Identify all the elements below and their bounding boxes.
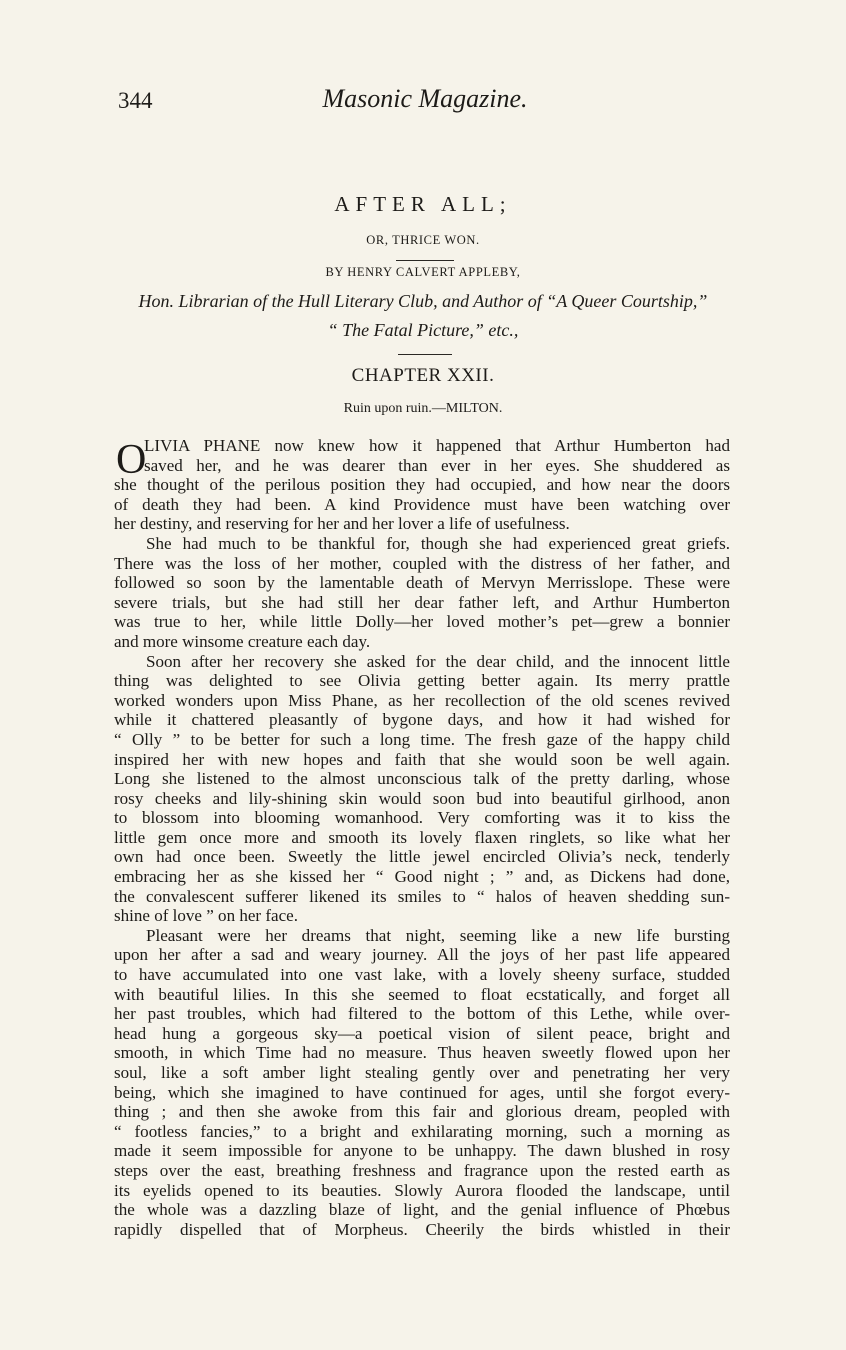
text-line: Pleasant were her dreams that night, seeming like a new life bursting — [146, 925, 730, 945]
text-line: its eyelids opened to its beauties. Slowly Aurora flooded the landscape, until — [114, 1180, 730, 1200]
text-line: being, which she imagined to have continued for ages, until she forgot every- — [114, 1082, 730, 1102]
article-title: AFTER ALL; — [334, 192, 512, 216]
text-line: the convalescent sufferer likened its smiles to “ halos of heaven shedding sun- — [114, 886, 730, 906]
text-line: LIVIA PHANE now knew how it happened that Arthur Humberton had — [144, 436, 730, 455]
running-head: Masonic Magazine. — [322, 84, 528, 113]
text-line: and more winsome creature each day. — [114, 631, 371, 651]
text-line: her past troubles, which had filtered to the bottom of this Lethe, while over- — [114, 1004, 730, 1024]
text-line: shine of love ” on her face. — [114, 906, 298, 926]
text-line: own had once been. Sweetly the little jewel encircled Olivia’s neck, tenderly — [114, 847, 730, 867]
text-line: She had much to be thankful for, though she had experienced great griefs. — [146, 533, 730, 553]
author-affiliation-continued: “ The Fatal Picture,” etc., — [327, 320, 519, 340]
text-line: while it chattered pleasantly of bygone days, and how it had wished for — [114, 710, 730, 730]
text-line: her destiny, and reserving for her and her lover a life of usefulness. — [114, 514, 570, 534]
text-line: with beautiful lilies. In this she seemed to float ecstatically, and forget all — [114, 984, 730, 1004]
text-line: Long she listened to the almost unconscious talk of the pretty darling, whose — [114, 769, 730, 789]
text-line: inspired her with new hopes and faith that she would soon be well again. — [114, 749, 730, 769]
text-line: to blossom into blooming womanhood. Very comforting was it to kiss the — [114, 808, 730, 828]
drop-cap: O — [116, 437, 147, 483]
text-line: the whole was a dazzling blaze of light, and the genial influence of Phœbus — [114, 1200, 730, 1220]
text-line: severe trials, but she had still her dear father left, and Arthur Humberton — [114, 592, 730, 612]
author-byline: BY HENRY CALVERT APPLEBY, — [325, 265, 521, 279]
author-affiliation: Hon. Librarian of the Hull Literary Club, and Author of “A Queer Courtship,” — [138, 291, 708, 311]
text-line: head hung a gorgeous sky—a poetical vision of silent peace, bright and — [114, 1023, 730, 1043]
chapter-divider — [398, 354, 452, 355]
text-line: embracing her as she kissed her “ Good night ; ” and, as Dickens had done, — [114, 867, 730, 887]
text-line: smooth, in which Time had no measure. Thus heaven sweetly flowed upon her — [114, 1043, 730, 1063]
chapter-heading: CHAPTER XXII. — [351, 365, 495, 386]
text-line: made it seem impossible for anyone to be unhappy. The dawn blushed in rosy — [114, 1141, 730, 1161]
text-line: rapidly dispelled that of Morpheus. Cheerily the birds whistled in their — [114, 1219, 730, 1239]
text-line: of death they had been. A kind Providence must have been watching over — [114, 494, 730, 514]
text-line: little gem once more and smooth its lovely flaxen ringlets, so like what her — [114, 827, 730, 847]
text-line: worked wonders upon Miss Phane, as her recollection of the old scenes revived — [114, 690, 730, 710]
text-line: “ Olly ” to be better for such a long time. The fresh gaze of the happy child — [114, 729, 730, 749]
text-line: was true to her, while little Dolly—her loved mother’s pet—grew a bonnier — [114, 612, 730, 632]
text-line: followed so soon by the lamentable death of Mervyn Merrisslope. These were — [114, 573, 730, 593]
text-line: Soon after her recovery she asked for the dear child, and the innocent little — [146, 651, 730, 671]
title-divider — [396, 260, 454, 261]
text-line: upon her after a sad and weary journey. All the joys of her past life appeared — [114, 945, 730, 965]
text-line: she thought of the perilous position they had occupied, and how near the doors — [114, 475, 730, 495]
text-line: rosy cheeks and lily-shining skin would soon bud into beautiful girlhood, anon — [114, 788, 730, 808]
text-line: saved her, and he was dearer than ever in her eyes. She shuddered as — [144, 455, 730, 475]
text-line: steps over the east, breathing freshness and fragrance upon the rested earth as — [114, 1160, 730, 1180]
text-line: thing was delighted to see Olivia getting better again. Its merry prattle — [114, 671, 730, 691]
text-line: “ footless fancies,” to a bright and exhilarating morning, such a morning as — [114, 1121, 730, 1141]
page-number: 344 — [118, 88, 153, 113]
article-subtitle: OR, THRICE WON. — [366, 233, 480, 247]
text-line: to have accumulated into one vast lake, with a lovely sheeny surface, studded — [114, 965, 730, 985]
article-body — [114, 436, 730, 1239]
text-line: soul, like a soft amber light stealing gently over and penetrating her very — [114, 1063, 730, 1082]
text-line: There was the loss of her mother, coupled with the distress of her father, and — [114, 553, 730, 573]
text-line: thing ; and then she awoke from this fair and glorious dream, peopled with — [114, 1102, 730, 1122]
chapter-epigraph: Ruin upon ruin.—MILTON. — [343, 401, 503, 416]
